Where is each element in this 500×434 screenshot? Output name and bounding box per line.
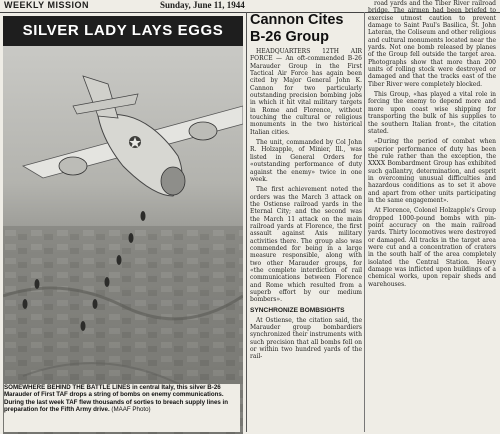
paper-name: WEEKLY MISSION (4, 0, 90, 10)
article-column-2 (368, 0, 496, 432)
paragraph: The unit, commanded by Col John R. Holzapple, of Minier, Ill., was listed in General Orders for «outstanding performance of duty against the enemy» twice in one week. (250, 139, 362, 183)
issue-date: Sunday, June 11, 1944 (160, 0, 245, 10)
paragraph: «During the period of combat when superior performance of duty has been the rule rather than the exception, the XXXX Bombardment Group has exhibited such gallantry, determination, and esprit in overcoming unusual difficulties and hazardous conditions as to set it above and apart from other units participating in the same engagement». (368, 138, 496, 204)
paragraph: road yards and the Tiber River railroad bridge. The airmen had been briefed to exercise utmost caution to prevent damage to Saint Paul's Basilica, St. John Lateran, the Coliseum and other religious and cultural monuments located near the yards. Not one bomb released by planes of the Group fell outside the target area. Photographs show that more than 200 units of rolling stock were destroyed or damaged and that the tracks east of the Tiber River were completely blocked. (368, 0, 496, 88)
b26-marauder-image (3, 46, 243, 434)
paragraph: The first achievement noted the orders was the March 3 attack on the Ostiense railroad yards in the Eternal City; and the second was the March 11 attack on the main railroad yards at Florence, the first assault against Axis military activities there. The group also was commended for being in a large measure responsible, along with two other Marauder groups, for «the complete interdiction of rail communications between Florence and Rome which resulted from a superb effort by our medium bombers». (250, 186, 362, 304)
article-column-1 (250, 48, 362, 428)
photo-caption (4, 384, 240, 432)
paragraph: At Ostiense, the citation said, the Marauder group bombardiers synchronized their instruments with such precision that all bombs fell on or within two hundred yards of the rail- (250, 316, 362, 361)
caption-text: SOMEWHERE BEHIND THE BATTLE LINES in central Italy, this silver B-26 Marauder of First TAF drops a string of bombs on enemy communications. During the last week TAF flew thousands of sorties to breach supply lines in preparation for the Fifth Army drive. (4, 384, 229, 414)
column-rule (246, 12, 247, 432)
photo-credit: (MAAF Photo) (111, 406, 151, 414)
paragraph: This Group, «has played a vital role in forcing the enemy to depend more and more upon coast wise shipping for transporting the bulk of his supplies to the southern Italian front», the citation stated. (368, 91, 496, 135)
paragraph: HEADQUARTERS 12TH AIR FORCE — An oft-commended B-26 Marauder Group in the First Tactical Air Force has again been cited by Major General John K. Cannon for two particularly outstanding precision bombing jobs in which it hit vital military targets in Rome and Florence, without touching the cultural or religious monuments in the two historical Italian cities. (250, 48, 362, 136)
subheading: SYNCHRONIZE BOMBSIGHTS (250, 306, 345, 314)
bomber-photo (3, 46, 243, 434)
photo-headline: SILVER LADY LAYS EGGS (3, 16, 243, 46)
headline-line-1: Cannon Cites (250, 12, 344, 28)
column-rule (364, 12, 365, 432)
paragraph: At Florence, Colonel Holzapple's Group dropped 1000-pound bombs with pin-point accuracy on the main railroad yards. Thirty locomotives were destroyed or damaged. All tracks in the target area were cut and a concentration of craters in the south half of the area completely isolated the Central Station. Heavy damage was inflicted upon buildings of a chemical works, upon repair sheds and warehouses. (368, 207, 496, 288)
article-headline (250, 12, 362, 46)
headline-line-2: B-26 Group (250, 29, 329, 45)
